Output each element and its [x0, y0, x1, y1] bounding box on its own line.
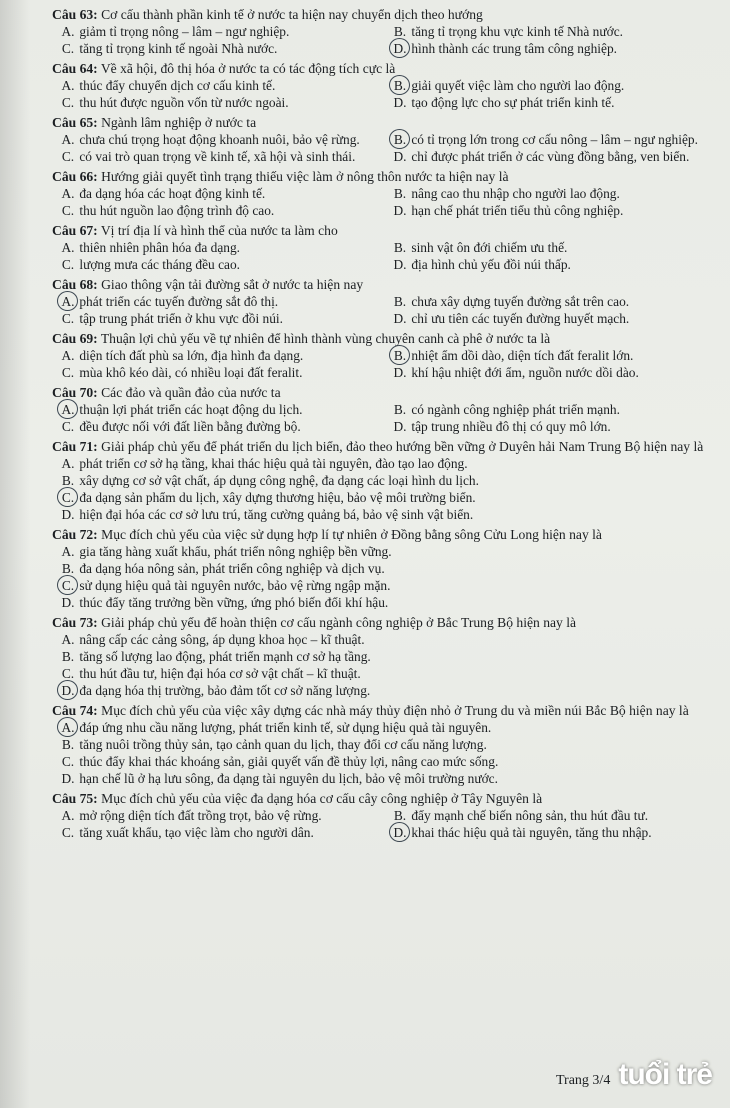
- option-text: diện tích đất phù sa lớn, địa hình đa dạng.: [79, 348, 304, 363]
- question-block: [52, 614, 716, 699]
- circled-option-letter: D.: [393, 825, 407, 840]
- option-text: thúc đẩy tăng trưởng bền vững, ứng phó biến đổi khí hậu.: [79, 595, 389, 610]
- answer-option: [52, 736, 716, 753]
- option-letter: B.: [61, 737, 75, 752]
- question-block: [52, 790, 716, 841]
- answer-option: [52, 472, 716, 489]
- option-text: chưa xây dựng tuyến đường sắt trên cao.: [411, 294, 630, 309]
- option-text: khí hậu nhiệt đới ẩm, nguồn nước dồi dào.: [411, 365, 639, 380]
- option-letter: C.: [61, 149, 75, 164]
- answer-option: [52, 543, 716, 560]
- option-text: khai thác hiệu quả tài nguyên, tăng thu nhập.: [411, 825, 652, 840]
- question-block: [52, 330, 716, 381]
- answer-option: [384, 807, 716, 824]
- answer-option: [52, 239, 384, 256]
- answer-option: [52, 23, 384, 40]
- question-number: Câu 70:: [52, 385, 98, 400]
- option-text: có vai trò quan trọng về kinh tế, xã hội và sinh thái.: [79, 149, 356, 164]
- answer-option: [52, 719, 716, 736]
- question-text: Vị trí địa lí và hình thể của nước ta làm cho: [100, 223, 338, 238]
- option-letter: B.: [393, 402, 407, 417]
- answer-option: [52, 489, 716, 506]
- answer-options: [52, 543, 716, 611]
- circled-option-letter: B.: [393, 78, 407, 93]
- option-letter: A.: [61, 78, 75, 93]
- answer-options: [52, 401, 716, 435]
- option-text: có ngành công nghiệp phát triển mạnh.: [411, 402, 620, 417]
- answer-option: [52, 77, 384, 94]
- answer-option: [52, 594, 716, 611]
- question-number: Câu 75:: [52, 791, 98, 806]
- option-text: giải quyết việc làm cho người lao động.: [411, 78, 625, 93]
- option-text: tập trung nhiều đô thị có quy mô lớn.: [411, 419, 611, 434]
- option-letter: D.: [61, 507, 75, 522]
- circled-option-letter: A.: [61, 720, 75, 735]
- option-text: thu hút đầu tư, hiện đại hóa cơ sở vật chất – kĩ thuật.: [79, 666, 361, 681]
- option-text: phát triển các tuyến đường sắt đô thị.: [79, 294, 279, 309]
- question-number: Câu 68:: [52, 277, 98, 292]
- option-letter: C.: [61, 666, 75, 681]
- question-text: Giải pháp chủ yếu để phát triển du lịch biển, đảo theo hướng bền vững ở Duyên hải Nam Trung Bộ hiện nay là: [101, 439, 704, 454]
- option-letter: D.: [61, 771, 75, 786]
- answer-options: [52, 807, 716, 841]
- option-letter: A.: [61, 24, 75, 39]
- question-text: Giải pháp chủ yếu để hoàn thiện cơ cấu ngành công nghiệp ở Bắc Trung Bộ hiện nay là: [101, 615, 577, 630]
- option-letter: A.: [61, 186, 75, 201]
- option-letter: A.: [61, 456, 75, 471]
- question-block: [52, 276, 716, 327]
- question-stem: [52, 60, 716, 77]
- page-footer: [556, 1058, 712, 1092]
- answer-option: [384, 347, 716, 364]
- question-stem: [52, 614, 716, 631]
- newspaper-watermark-logo: tuổi trẻ: [618, 1058, 712, 1091]
- question-text: Thuận lợi chủ yếu về tự nhiên để hình thành vùng chuyên canh cà phê ở nước ta là: [100, 331, 551, 346]
- option-letter: C.: [61, 95, 75, 110]
- circled-option-letter: C.: [61, 490, 75, 505]
- question-number: Câu 72:: [52, 527, 98, 542]
- option-letter: C.: [61, 311, 75, 326]
- option-letter: D.: [393, 311, 407, 326]
- question-number: Câu 73:: [52, 615, 98, 630]
- question-text: Các đảo và quần đảo của nước ta: [101, 385, 281, 400]
- answer-option: [52, 256, 384, 273]
- answer-option: [52, 94, 384, 111]
- answer-option: [52, 506, 716, 523]
- question-text: Ngành lâm nghiệp ở nước ta: [101, 115, 257, 130]
- question-block: [52, 60, 716, 111]
- question-number: Câu 67:: [52, 223, 98, 238]
- question-block: [52, 168, 716, 219]
- circled-option-letter: A.: [61, 402, 75, 417]
- question-stem: [52, 6, 716, 23]
- question-block: [52, 6, 716, 57]
- option-letter: D.: [393, 257, 407, 272]
- answer-option: [52, 770, 716, 787]
- answer-options: [52, 77, 716, 111]
- option-text: hạn chế phát triển tiểu thủ công nghiệp.: [411, 203, 624, 218]
- question-stem: [52, 438, 716, 455]
- answer-option: [52, 40, 384, 57]
- option-letter: C.: [61, 365, 75, 380]
- option-text: đẩy mạnh chế biến nông sản, thu hút đầu tư.: [411, 808, 649, 823]
- answer-option: [52, 202, 384, 219]
- option-letter: C.: [61, 203, 75, 218]
- question-text: Về xã hội, đô thị hóa ở nước ta có tác động tích cực là: [100, 61, 396, 76]
- question-block: [52, 526, 716, 611]
- option-letter: A.: [61, 632, 75, 647]
- option-text: tăng số lượng lao động, phát triển mạnh cơ sở hạ tầng.: [79, 649, 371, 664]
- option-letter: B.: [61, 561, 75, 576]
- option-letter: B.: [393, 808, 407, 823]
- option-text: thuận lợi phát triển các hoạt động du lịch.: [79, 402, 303, 417]
- option-text: nâng cấp các cảng sông, áp dụng khoa học – kĩ thuật.: [79, 632, 365, 647]
- answer-option: [384, 77, 716, 94]
- option-text: sử dụng hiệu quả tài nguyên nước, bảo vệ rừng ngập mặn.: [79, 578, 391, 593]
- option-text: địa hình chủ yếu đồi núi thấp.: [411, 257, 571, 272]
- question-stem: [52, 702, 716, 719]
- answer-options: [52, 347, 716, 381]
- option-letter: A.: [61, 348, 75, 363]
- answer-option: [52, 185, 384, 202]
- answer-option: [384, 293, 716, 310]
- question-stem: [52, 114, 716, 131]
- option-text: đa dạng sản phẩm du lịch, xây dựng thương hiệu, bảo vệ môi trường biển.: [79, 490, 476, 505]
- answer-option: [52, 131, 384, 148]
- option-text: tăng tỉ trọng kinh tế ngoài Nhà nước.: [79, 41, 278, 56]
- option-letter: B.: [393, 24, 407, 39]
- answer-option: [384, 239, 716, 256]
- answer-option: [52, 753, 716, 770]
- answer-option: [384, 94, 716, 111]
- answer-option: [384, 824, 716, 841]
- question-block: [52, 438, 716, 523]
- answer-options: [52, 23, 716, 57]
- question-number: Câu 65:: [52, 115, 98, 130]
- answer-option: [384, 418, 716, 435]
- option-text: xây dựng cơ sở vật chất, áp dụng công nghệ, đa dạng các loại hình du lịch.: [79, 473, 479, 488]
- option-text: đa dạng hóa thị trường, bảo đảm tốt cơ sở năng lượng.: [79, 683, 371, 698]
- answer-options: [52, 719, 716, 787]
- question-stem: [52, 222, 716, 239]
- option-text: thiên nhiên phân hóa đa dạng.: [79, 240, 241, 255]
- question-stem: [52, 330, 716, 347]
- option-text: thúc đẩy khai thác khoáng sản, giải quyết vấn đề thủy lợi, nâng cao mức sống.: [79, 754, 499, 769]
- question-list: [52, 6, 716, 841]
- answer-option: [384, 401, 716, 418]
- option-text: nâng cao thu nhập cho người lao động.: [411, 186, 620, 201]
- question-stem: [52, 790, 716, 807]
- option-text: đều được nối với đất liền bằng đường bộ.: [79, 419, 301, 434]
- circled-option-letter: D.: [61, 683, 75, 698]
- answer-option: [52, 560, 716, 577]
- answer-option: [52, 293, 384, 310]
- answer-options: [52, 631, 716, 699]
- question-block: [52, 222, 716, 273]
- option-letter: A.: [61, 544, 75, 559]
- answer-option: [384, 202, 716, 219]
- question-number: Câu 74:: [52, 703, 98, 718]
- option-letter: A.: [61, 132, 75, 147]
- option-letter: C.: [61, 754, 75, 769]
- answer-option: [52, 648, 716, 665]
- question-text: Giao thông vận tải đường sắt ở nước ta hiện nay: [101, 277, 364, 292]
- answer-option: [52, 577, 716, 594]
- answer-option: [384, 185, 716, 202]
- question-block: [52, 114, 716, 165]
- answer-option: [52, 347, 384, 364]
- option-letter: D.: [393, 365, 407, 380]
- question-number: Câu 71:: [52, 439, 98, 454]
- question-text: Hướng giải quyết tình trạng thiếu việc làm ở nông thôn nước ta hiện nay là: [101, 169, 509, 184]
- option-text: thu hút được nguồn vốn từ nước ngoài.: [79, 95, 289, 110]
- option-text: tạo động lực cho sự phát triển kinh tế.: [411, 95, 615, 110]
- option-text: hạn chế lũ ở hạ lưu sông, đa dạng tài nguyên du lịch, bảo vệ môi trường nước.: [79, 771, 498, 786]
- option-letter: A.: [61, 240, 75, 255]
- page-number: Trang 3/4: [556, 1073, 611, 1088]
- question-text: Mục đích chủ yếu của việc xây dựng các nhà máy thủy điện nhỏ ở Trung du và miền núi Bắc Bộ hiện nay là: [101, 703, 689, 718]
- option-letter: A.: [61, 808, 75, 823]
- option-letter: D.: [393, 149, 407, 164]
- answer-option: [52, 682, 716, 699]
- option-letter: D.: [393, 95, 407, 110]
- answer-option: [52, 631, 716, 648]
- option-letter: C.: [61, 419, 75, 434]
- option-text: thu hút nguồn lao động trình độ cao.: [79, 203, 275, 218]
- answer-options: [52, 455, 716, 523]
- answer-option: [52, 418, 384, 435]
- answer-option: [52, 148, 384, 165]
- circled-option-letter: B.: [393, 348, 407, 363]
- question-block: [52, 384, 716, 435]
- option-text: chỉ ưu tiên các tuyến đường huyết mạch.: [411, 311, 630, 326]
- question-block: [52, 702, 716, 787]
- answer-option: [384, 23, 716, 40]
- option-text: hình thành các trung tâm công nghiệp.: [411, 41, 617, 56]
- answer-options: [52, 239, 716, 273]
- question-stem: [52, 384, 716, 401]
- option-letter: C.: [61, 41, 75, 56]
- question-number: Câu 66:: [52, 169, 98, 184]
- option-letter: C.: [61, 825, 75, 840]
- answer-option: [52, 824, 384, 841]
- option-letter: D.: [393, 419, 407, 434]
- question-stem: [52, 168, 716, 185]
- answer-option: [384, 256, 716, 273]
- question-text: Cơ cấu thành phần kinh tế ở nước ta hiện nay chuyển dịch theo hướng: [101, 7, 483, 22]
- option-text: đa dạng hóa nông sản, phát triển công nghiệp và dịch vụ.: [79, 561, 385, 576]
- option-letter: B.: [393, 294, 407, 309]
- option-letter: B.: [393, 240, 407, 255]
- option-text: phát triển cơ sở hạ tầng, khai thác hiệu quả tài nguyên, đào tạo lao động.: [79, 456, 468, 471]
- answer-option: [384, 310, 716, 327]
- answer-options: [52, 293, 716, 327]
- option-text: có tỉ trọng lớn trong cơ cấu nông – lâm – ngư nghiệp.: [411, 132, 698, 147]
- question-number: Câu 69:: [52, 331, 98, 346]
- circled-option-letter: A.: [61, 294, 75, 309]
- option-text: hiện đại hóa các cơ sở lưu trú, tăng cường quảng bá, bảo vệ sinh vật biển.: [79, 507, 474, 522]
- option-text: lượng mưa các tháng đều cao.: [79, 257, 241, 272]
- option-letter: D.: [61, 595, 75, 610]
- answer-options: [52, 131, 716, 165]
- option-letter: D.: [393, 203, 407, 218]
- circled-option-letter: C.: [61, 578, 75, 593]
- option-text: gia tăng hàng xuất khẩu, phát triển nông nghiệp bền vững.: [79, 544, 392, 559]
- option-text: đa dạng hóa các hoạt động kinh tế.: [79, 186, 266, 201]
- option-text: sinh vật ôn đới chiếm ưu thế.: [411, 240, 568, 255]
- question-number: Câu 64:: [52, 61, 98, 76]
- answer-option: [384, 364, 716, 381]
- question-stem: [52, 276, 716, 293]
- option-text: giảm tỉ trọng nông – lâm – ngư nghiệp.: [79, 24, 290, 39]
- option-text: tăng nuôi trồng thủy sản, tạo cảnh quan du lịch, thay đổi cơ cấu năng lượng.: [79, 737, 487, 752]
- option-letter: C.: [61, 257, 75, 272]
- option-text: thúc đẩy chuyển dịch cơ cấu kinh tế.: [79, 78, 276, 93]
- circled-option-letter: B.: [393, 132, 407, 147]
- answer-option: [384, 148, 716, 165]
- answer-option: [384, 40, 716, 57]
- answer-option: [52, 364, 384, 381]
- answer-option: [52, 310, 384, 327]
- option-text: tăng tỉ trọng khu vực kinh tế Nhà nước.: [411, 24, 623, 39]
- circled-option-letter: D.: [393, 41, 407, 56]
- option-text: chỉ được phát triển ở các vùng đồng bằng, ven biển.: [411, 149, 690, 164]
- option-text: tập trung phát triển ở khu vực đồi núi.: [79, 311, 283, 326]
- option-letter: B.: [393, 186, 407, 201]
- option-text: đáp ứng nhu cầu năng lượng, phát triển kinh tế, sử dụng hiệu quả tài nguyên.: [79, 720, 492, 735]
- question-text: Mục đích chủ yếu của việc đa dạng hóa cơ cấu cây công nghiệp ở Tây Nguyên là: [101, 791, 543, 806]
- answer-option: [52, 807, 384, 824]
- answer-option: [384, 131, 716, 148]
- question-text: Mục đích chủ yếu của việc sử dụng hợp lí tự nhiên ở Đồng bằng sông Cửu Long hiện nay là: [101, 527, 602, 542]
- answer-option: [52, 665, 716, 682]
- answer-options: [52, 185, 716, 219]
- question-stem: [52, 526, 716, 543]
- option-letter: B.: [61, 473, 75, 488]
- option-letter: B.: [61, 649, 75, 664]
- page-shadow: [0, 0, 30, 1108]
- option-text: mở rộng diện tích đất trồng trọt, bảo vệ rừng.: [79, 808, 322, 823]
- question-number: Câu 63:: [52, 7, 98, 22]
- option-text: chưa chú trọng hoạt động khoanh nuôi, bảo vệ rừng.: [79, 132, 360, 147]
- answer-option: [52, 455, 716, 472]
- option-text: nhiệt ẩm dồi dào, diện tích đất feralit lớn.: [411, 348, 634, 363]
- option-text: tăng xuất khẩu, tạo việc làm cho người dân.: [79, 825, 314, 840]
- option-text: mùa khô kéo dài, có nhiều loại đất feralit.: [79, 365, 303, 380]
- answer-option: [52, 401, 384, 418]
